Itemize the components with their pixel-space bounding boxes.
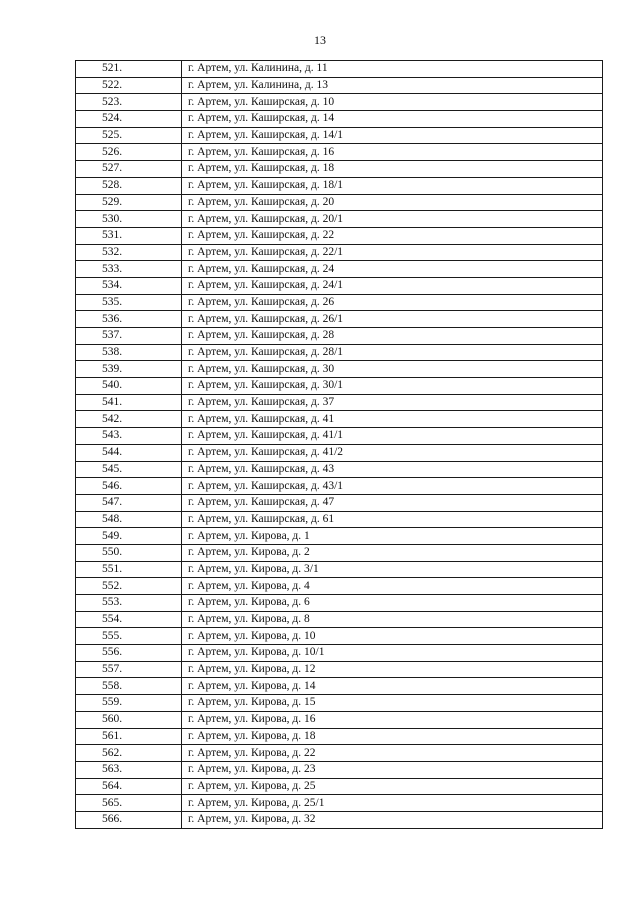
address-cell: г. Артем, ул. Калинина, д. 11 — [182, 61, 603, 78]
row-number-cell: 536. — [76, 311, 182, 328]
address-cell: г. Артем, ул. Каширская, д. 28/1 — [182, 344, 603, 361]
table-row — [76, 494, 603, 511]
address-cell: г. Артем, ул. Каширская, д. 26 — [182, 294, 603, 311]
row-number-cell: 521. — [76, 61, 182, 78]
address-cell: г. Артем, ул. Кирова, д. 32 — [182, 811, 603, 828]
address-cell: г. Артем, ул. Каширская, д. 22 — [182, 227, 603, 244]
address-cell: г. Артем, ул. Каширская, д. 18 — [182, 161, 603, 178]
row-number-cell: 528. — [76, 177, 182, 194]
row-number-cell: 522. — [76, 77, 182, 94]
address-table-body — [76, 61, 603, 829]
table-row — [76, 61, 603, 78]
table-row — [76, 645, 603, 662]
address-cell: г. Артем, ул. Кирова, д. 18 — [182, 728, 603, 745]
row-number-cell: 558. — [76, 678, 182, 695]
table-row — [76, 94, 603, 111]
address-cell: г. Артем, ул. Каширская, д. 10 — [182, 94, 603, 111]
table-row — [76, 611, 603, 628]
table-row — [76, 311, 603, 328]
row-number-cell: 548. — [76, 511, 182, 528]
address-cell: г. Артем, ул. Каширская, д. 20 — [182, 194, 603, 211]
address-cell: г. Артем, ул. Каширская, д. 14 — [182, 111, 603, 128]
table-row — [76, 161, 603, 178]
row-number-cell: 553. — [76, 595, 182, 612]
row-number-cell: 524. — [76, 111, 182, 128]
row-number-cell: 561. — [76, 728, 182, 745]
address-cell: г. Артем, ул. Каширская, д. 41/1 — [182, 428, 603, 445]
row-number-cell: 544. — [76, 444, 182, 461]
row-number-cell: 566. — [76, 811, 182, 828]
address-cell: г. Артем, ул. Кирова, д. 6 — [182, 595, 603, 612]
address-cell: г. Артем, ул. Каширская, д. 24/1 — [182, 277, 603, 294]
address-table — [75, 60, 603, 829]
row-number-cell: 556. — [76, 645, 182, 662]
address-cell: г. Артем, ул. Каширская, д. 18/1 — [182, 177, 603, 194]
table-row — [76, 444, 603, 461]
table-row — [76, 361, 603, 378]
address-cell: г. Артем, ул. Каширская, д. 37 — [182, 394, 603, 411]
address-cell: г. Артем, ул. Каширская, д. 20/1 — [182, 211, 603, 228]
table-row — [76, 728, 603, 745]
row-number-cell: 564. — [76, 778, 182, 795]
table-row — [76, 661, 603, 678]
table-row — [76, 111, 603, 128]
address-cell: г. Артем, ул. Кирова, д. 12 — [182, 661, 603, 678]
address-cell: г. Артем, ул. Каширская, д. 61 — [182, 511, 603, 528]
table-row — [76, 811, 603, 828]
address-cell: г. Артем, ул. Кирова, д. 1 — [182, 528, 603, 545]
row-number-cell: 534. — [76, 277, 182, 294]
table-row — [76, 227, 603, 244]
table-row — [76, 761, 603, 778]
row-number-cell: 541. — [76, 394, 182, 411]
row-number-cell: 542. — [76, 411, 182, 428]
table-row — [76, 77, 603, 94]
table-row — [76, 294, 603, 311]
row-number-cell: 545. — [76, 461, 182, 478]
row-number-cell: 559. — [76, 695, 182, 712]
table-row — [76, 478, 603, 495]
row-number-cell: 540. — [76, 378, 182, 395]
table-row — [76, 595, 603, 612]
address-cell: г. Артем, ул. Кирова, д. 10 — [182, 628, 603, 645]
table-row — [76, 544, 603, 561]
address-cell: г. Артем, ул. Кирова, д. 25/1 — [182, 795, 603, 812]
table-row — [76, 194, 603, 211]
address-cell: г. Артем, ул. Кирова, д. 15 — [182, 695, 603, 712]
row-number-cell: 543. — [76, 428, 182, 445]
address-cell: г. Артем, ул. Каширская, д. 47 — [182, 494, 603, 511]
table-row — [76, 695, 603, 712]
page-number: 13 — [314, 33, 326, 47]
table-row — [76, 745, 603, 762]
table-row — [76, 778, 603, 795]
address-cell: г. Артем, ул. Каширская, д. 24 — [182, 261, 603, 278]
address-cell: г. Артем, ул. Каширская, д. 30/1 — [182, 378, 603, 395]
row-number-cell: 565. — [76, 795, 182, 812]
table-row — [76, 328, 603, 345]
table-row — [76, 711, 603, 728]
address-cell: г. Артем, ул. Каширская, д. 43 — [182, 461, 603, 478]
address-cell: г. Артем, ул. Каширская, д. 22/1 — [182, 244, 603, 261]
row-number-cell: 557. — [76, 661, 182, 678]
table-row — [76, 411, 603, 428]
address-cell: г. Артем, ул. Кирова, д. 22 — [182, 745, 603, 762]
address-cell: г. Артем, ул. Каширская, д. 41 — [182, 411, 603, 428]
row-number-cell: 532. — [76, 244, 182, 261]
table-row — [76, 394, 603, 411]
table-row — [76, 261, 603, 278]
address-cell: г. Артем, ул. Каширская, д. 16 — [182, 144, 603, 161]
table-row — [76, 678, 603, 695]
table-row — [76, 428, 603, 445]
address-cell: г. Артем, ул. Кирова, д. 25 — [182, 778, 603, 795]
row-number-cell: 562. — [76, 745, 182, 762]
table-row — [76, 211, 603, 228]
address-cell: г. Артем, ул. Каширская, д. 14/1 — [182, 127, 603, 144]
row-number-cell: 527. — [76, 161, 182, 178]
table-row — [76, 344, 603, 361]
row-number-cell: 550. — [76, 544, 182, 561]
row-number-cell: 531. — [76, 227, 182, 244]
row-number-cell: 547. — [76, 494, 182, 511]
address-cell: г. Артем, ул. Кирова, д. 2 — [182, 544, 603, 561]
table-row — [76, 177, 603, 194]
address-cell: г. Артем, ул. Каширская, д. 28 — [182, 328, 603, 345]
address-cell: г. Артем, ул. Кирова, д. 16 — [182, 711, 603, 728]
row-number-cell: 525. — [76, 127, 182, 144]
address-cell: г. Артем, ул. Кирова, д. 14 — [182, 678, 603, 695]
table-row — [76, 628, 603, 645]
table-row — [76, 528, 603, 545]
row-number-cell: 526. — [76, 144, 182, 161]
row-number-cell: 554. — [76, 611, 182, 628]
address-cell: г. Артем, ул. Каширская, д. 30 — [182, 361, 603, 378]
table-row — [76, 144, 603, 161]
table-row — [76, 795, 603, 812]
address-cell: г. Артем, ул. Каширская, д. 43/1 — [182, 478, 603, 495]
row-number-cell: 563. — [76, 761, 182, 778]
row-number-cell: 560. — [76, 711, 182, 728]
row-number-cell: 549. — [76, 528, 182, 545]
table-row — [76, 127, 603, 144]
row-number-cell: 537. — [76, 328, 182, 345]
address-cell: г. Артем, ул. Каширская, д. 41/2 — [182, 444, 603, 461]
row-number-cell: 538. — [76, 344, 182, 361]
address-cell: г. Артем, ул. Кирова, д. 3/1 — [182, 561, 603, 578]
table-row — [76, 277, 603, 294]
address-cell: г. Артем, ул. Кирова, д. 4 — [182, 578, 603, 595]
table-row — [76, 461, 603, 478]
row-number-cell: 533. — [76, 261, 182, 278]
row-number-cell: 546. — [76, 478, 182, 495]
row-number-cell: 530. — [76, 211, 182, 228]
address-cell: г. Артем, ул. Кирова, д. 23 — [182, 761, 603, 778]
address-cell: г. Артем, ул. Калинина, д. 13 — [182, 77, 603, 94]
address-cell: г. Артем, ул. Каширская, д. 26/1 — [182, 311, 603, 328]
table-row — [76, 578, 603, 595]
row-number-cell: 551. — [76, 561, 182, 578]
table-row — [76, 244, 603, 261]
row-number-cell: 555. — [76, 628, 182, 645]
address-cell: г. Артем, ул. Кирова, д. 10/1 — [182, 645, 603, 662]
row-number-cell: 539. — [76, 361, 182, 378]
table-row — [76, 561, 603, 578]
row-number-cell: 529. — [76, 194, 182, 211]
address-cell: г. Артем, ул. Кирова, д. 8 — [182, 611, 603, 628]
table-row — [76, 378, 603, 395]
row-number-cell: 535. — [76, 294, 182, 311]
table-row — [76, 511, 603, 528]
row-number-cell: 523. — [76, 94, 182, 111]
row-number-cell: 552. — [76, 578, 182, 595]
